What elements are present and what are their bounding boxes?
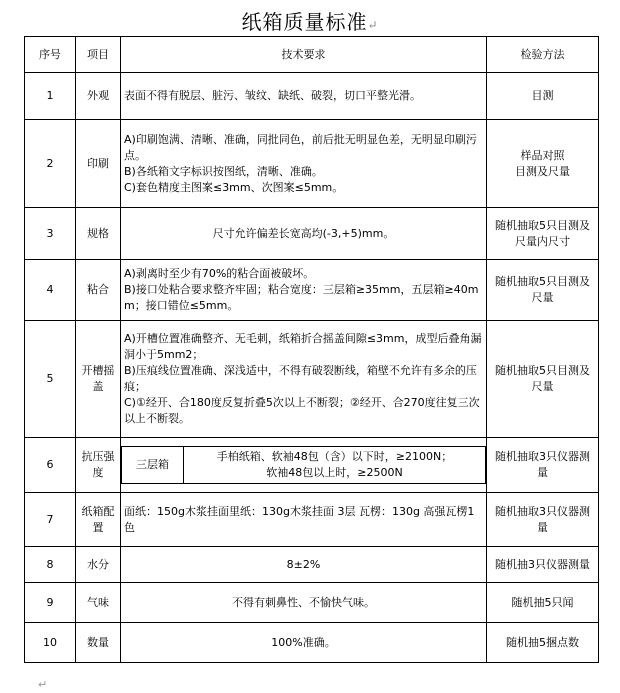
- requirement-line: C)套色精度主图案≤3mm、次图案≤5mm。: [124, 180, 344, 194]
- table-row: [25, 493, 599, 547]
- table-row: [25, 438, 599, 493]
- row-item: 水分: [76, 547, 121, 583]
- row-no: 8: [25, 547, 76, 583]
- row-method: 随机抽3只仪器测量: [487, 547, 599, 583]
- requirement-line: B)各纸箱文字标识按图纸，清晰、准确。: [124, 164, 323, 178]
- row-no: 5: [25, 321, 76, 438]
- table-row: [25, 208, 599, 260]
- table-row: [25, 321, 599, 438]
- row-method: 随机抽取5只目测及尺量: [487, 260, 599, 321]
- row-requirement: [121, 321, 487, 438]
- row-method: [487, 120, 599, 208]
- row-item: 印刷: [76, 120, 121, 208]
- row-requirement: 尺寸允许偏差长宽高均(-3,+5)mm。: [121, 208, 487, 260]
- row-requirement: 8±2%: [121, 547, 487, 583]
- row-method: 随机抽5只闻: [487, 583, 599, 623]
- row-no: 1: [25, 73, 76, 120]
- table-row: [25, 260, 599, 321]
- row-item: 纸箱配置: [76, 493, 121, 547]
- table-header-row: [25, 37, 599, 73]
- header-method: 检验方法: [487, 37, 599, 73]
- row-method: 随机抽5捆点数: [487, 623, 599, 663]
- requirement-line: A)印刷饱满、清晰、准确，同批同色，前后批无明显色差，无明显印刷污点。: [124, 132, 477, 162]
- requirement-line: B)接口处粘合要求整齐牢固；粘合宽度：三层箱≥35mm，五层箱≥40mm；接口错位≤5mm。: [124, 283, 479, 312]
- row-method: 随机抽取3只仪器测量: [487, 438, 599, 493]
- table-row: [25, 547, 599, 583]
- table-row: [25, 120, 599, 208]
- requirement-line: A)剥离时至少有70%的粘合面被破坏。: [124, 267, 315, 280]
- row-item: 规格: [76, 208, 121, 260]
- row-no: 3: [25, 208, 76, 260]
- row-no: 6: [25, 438, 76, 493]
- row-item: 抗压强度: [76, 438, 121, 493]
- requirement-line: C)①经开、合180度反复折叠5次以上不断裂；②经开、合270度往复三次以上不断裂。: [124, 396, 480, 425]
- table-row: [25, 623, 599, 663]
- row-requirement: 表面不得有脱层、脏污、皱纹、缺纸、破裂，切口平整光滑。: [121, 73, 487, 120]
- paragraph-mark-icon: ↵: [367, 18, 379, 32]
- row-no: 9: [25, 583, 76, 623]
- header-requirement: 技术要求: [121, 37, 487, 73]
- method-line: 样品对照: [520, 148, 565, 162]
- document-title: [0, 6, 620, 35]
- row-method: 随机抽取3只仪器测量: [487, 493, 599, 547]
- row-requirement: 不得有刺鼻性、不愉快气味。: [121, 583, 487, 623]
- title-text: 纸箱质量标准: [241, 10, 368, 34]
- row-no: 10: [25, 623, 76, 663]
- header-item: 项目: [76, 37, 121, 73]
- row-requirement: [121, 120, 487, 208]
- row-method: 随机抽取5只目测及尺量内尺寸: [487, 208, 599, 260]
- method-line: 目测及尺量: [515, 164, 570, 178]
- row-requirement: [121, 438, 487, 493]
- row-no: 4: [25, 260, 76, 321]
- requirement-lines: [184, 447, 486, 484]
- row-no: 2: [25, 120, 76, 208]
- table-row: [25, 73, 599, 120]
- table-row: [25, 583, 599, 623]
- row-item: 开槽摇盖: [76, 321, 121, 438]
- row-item: 粘合: [76, 260, 121, 321]
- requirement-line: 手柏纸箱、软袖48包（含）以下时，≥2100N；: [216, 450, 453, 463]
- row-item: 外观: [76, 73, 121, 120]
- paragraph-mark-icon: ↵: [38, 678, 48, 691]
- box-type-cell: 三层箱: [122, 447, 184, 484]
- row-requirement: 100%准确。: [121, 623, 487, 663]
- row-item: 数量: [76, 623, 121, 663]
- row-no: 7: [25, 493, 76, 547]
- row-method: 随机抽取5只目测及尺量: [487, 321, 599, 438]
- requirement-subtable: [121, 446, 486, 484]
- row-requirement: 面纸：150g木浆挂面里纸：130g木浆挂面 3层 瓦楞：130g 高强瓦楞1色: [121, 493, 487, 547]
- requirement-line: 软袖48包以上时，≥2500N: [266, 466, 403, 479]
- row-item: 气味: [76, 583, 121, 623]
- row-method: 目测: [487, 73, 599, 120]
- quality-standard-table: [24, 36, 599, 663]
- requirement-line: A)开槽位置准确整齐、无毛刺，纸箱折合摇盖间隙≤3mm，成型后叠角漏洞小于5mm2；: [124, 332, 482, 361]
- row-requirement: [121, 260, 487, 321]
- requirement-line: B)压痕线位置准确、深浅适中，不得有破裂断线，箱壁不允许有多余的压痕；: [124, 364, 477, 393]
- header-no: 序号: [25, 37, 76, 73]
